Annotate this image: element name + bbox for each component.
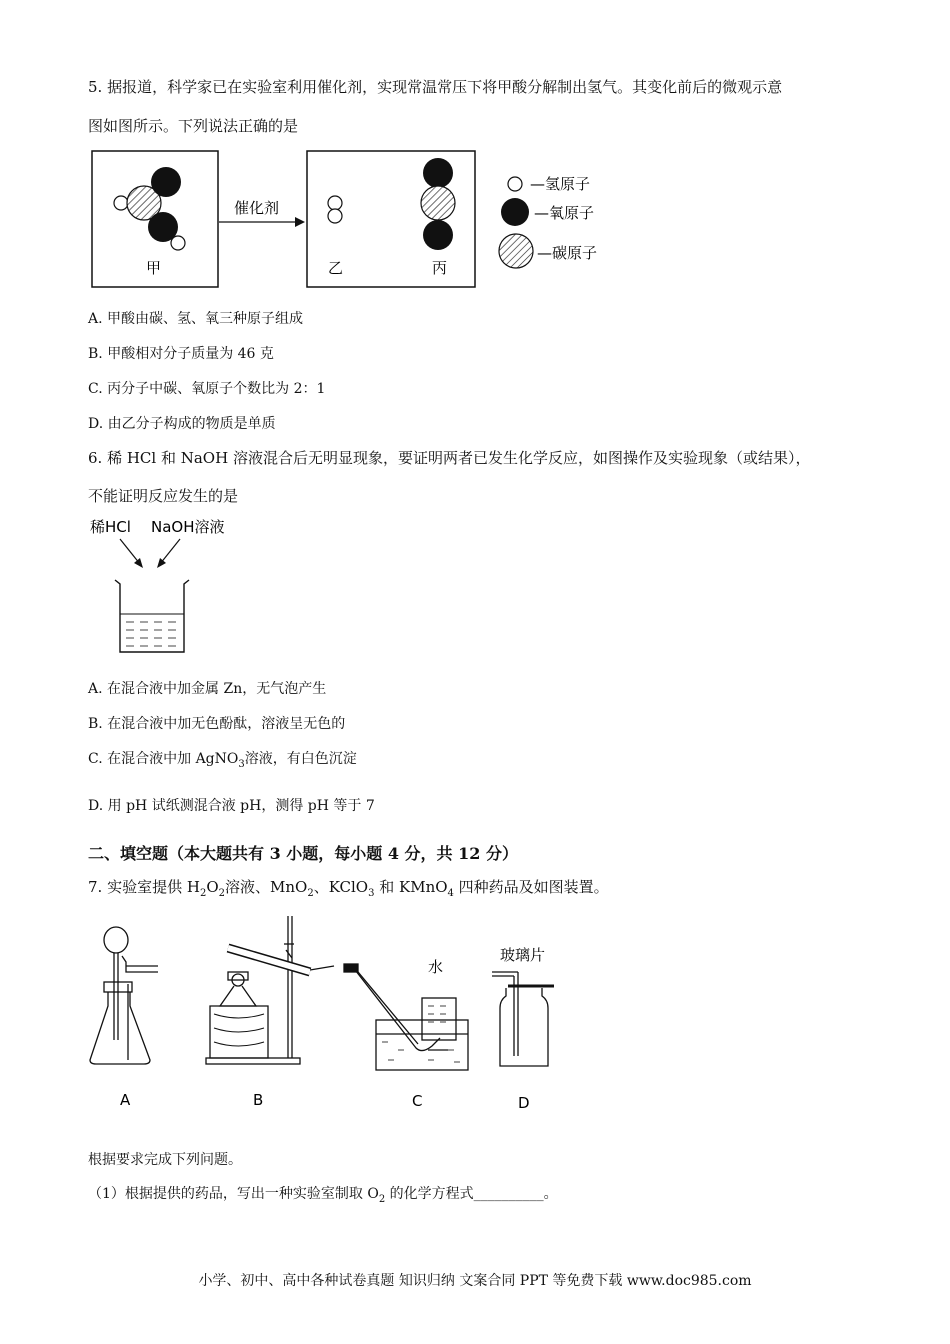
q6-option-c: C. 在混合液中加 AgNO$_3$溶液，有白色沉淀 — [88, 751, 357, 770]
hydrogen-atom — [328, 196, 342, 210]
apparatus-b — [206, 916, 334, 1064]
apparatus-a — [90, 927, 158, 1064]
arrow-naoh — [160, 539, 180, 564]
beaker — [115, 580, 189, 652]
q7-prompt: 根据要求完成下列问题。 — [88, 1152, 242, 1168]
label-jia: 甲 — [146, 259, 162, 277]
arrow-hcl — [120, 539, 140, 564]
molecule-reaction-diagram — [88, 145, 628, 293]
hydrogen-atom — [171, 236, 185, 250]
hcl-label: 稀HCl — [90, 518, 131, 536]
oxygen-atom — [151, 167, 181, 197]
naoh-label: NaOH溶液 — [151, 518, 225, 536]
q6-stem-line1: 6. 稀 HCl 和 NaOH 溶液混合后无明显现象，要证明两者已发生化学反应，如图操作及实验现象（或结果）， — [88, 449, 811, 467]
carbon-atom — [421, 186, 455, 220]
catalyst-label: 催化剂 — [234, 199, 280, 217]
legend-oxygen-icon — [501, 198, 529, 226]
q6-option-b: B. 在混合液中加无色酚酞，溶液呈无色的 — [88, 716, 346, 732]
legend-carbon-icon — [499, 234, 533, 268]
q6-stem-line2: 不能证明反应发生的是 — [88, 487, 239, 505]
q5-stem-line2: 图如图所示。下列说法正确的是 — [88, 117, 299, 135]
label-d: D — [518, 1094, 530, 1112]
q6-option-d: D. 用 pH 试纸测混合液 pH，测得 pH 等于 7 — [88, 798, 375, 814]
q7-subquestion-1: （1）根据提供的药品，写出一种实验室制取 $O_2$ 的化学方程式__________。 — [88, 1186, 558, 1205]
apparatus-c — [344, 964, 468, 1070]
legend-hydrogen: —氢原子 — [530, 175, 591, 193]
label-yi: 乙 — [328, 259, 344, 277]
legend-carbon: —碳原子 — [537, 244, 598, 262]
label-a: A — [120, 1091, 131, 1109]
page-footer: 小学、初中、高中各种试卷真题 知识归纳 文案合同 PPT 等免费下载 www.doc985.com — [198, 1273, 752, 1289]
hydrogen-atom — [114, 196, 128, 210]
label-water: 水 — [428, 958, 444, 976]
q5-option-b: B. 甲酸相对分子质量为 46 克 — [88, 346, 274, 362]
label-bing: 丙 — [432, 259, 448, 277]
beaker-diagram — [88, 512, 248, 660]
q5-option-d: D. 由乙分子构成的物质是单质 — [88, 416, 276, 432]
legend-oxygen: —氧原子 — [534, 204, 595, 222]
lab-apparatus-diagram — [88, 910, 588, 1115]
q5-stem-line1: 5. 据报道，科学家已在实验室利用催化剂，实现常温常压下将甲酸分解制出氢气。其变化前后的微观示意 — [88, 78, 783, 96]
oxygen-atom — [423, 220, 453, 250]
q5-option-a: A. 甲酸由碳、氢、氧三种原子组成 — [88, 311, 304, 327]
oxygen-atom — [423, 158, 453, 188]
hydrogen-atom — [328, 209, 342, 223]
label-b: B — [253, 1091, 264, 1109]
q6-option-a: A. 在混合液中加金属 Zn，无气泡产生 — [88, 681, 327, 697]
label-c: C — [412, 1092, 423, 1110]
liquid — [126, 622, 176, 646]
apparatus-d — [492, 972, 554, 1066]
q7-stem: 7. 实验室提供 $H_2O_2$溶液、MnO$_2$、KClO$_3$ 和 KMnO$_4$ 四种药品及如图装置。 — [88, 878, 609, 899]
legend-hydrogen-icon — [508, 177, 522, 191]
label-glass-plate: 玻璃片 — [500, 946, 546, 964]
q5-option-c: C. 丙分子中碳、氧原子个数比为 2：1 — [88, 381, 326, 397]
section-2-title: 二、填空题（本大题共有 3 小题，每小题 4 分，共 12 分） — [88, 844, 518, 863]
